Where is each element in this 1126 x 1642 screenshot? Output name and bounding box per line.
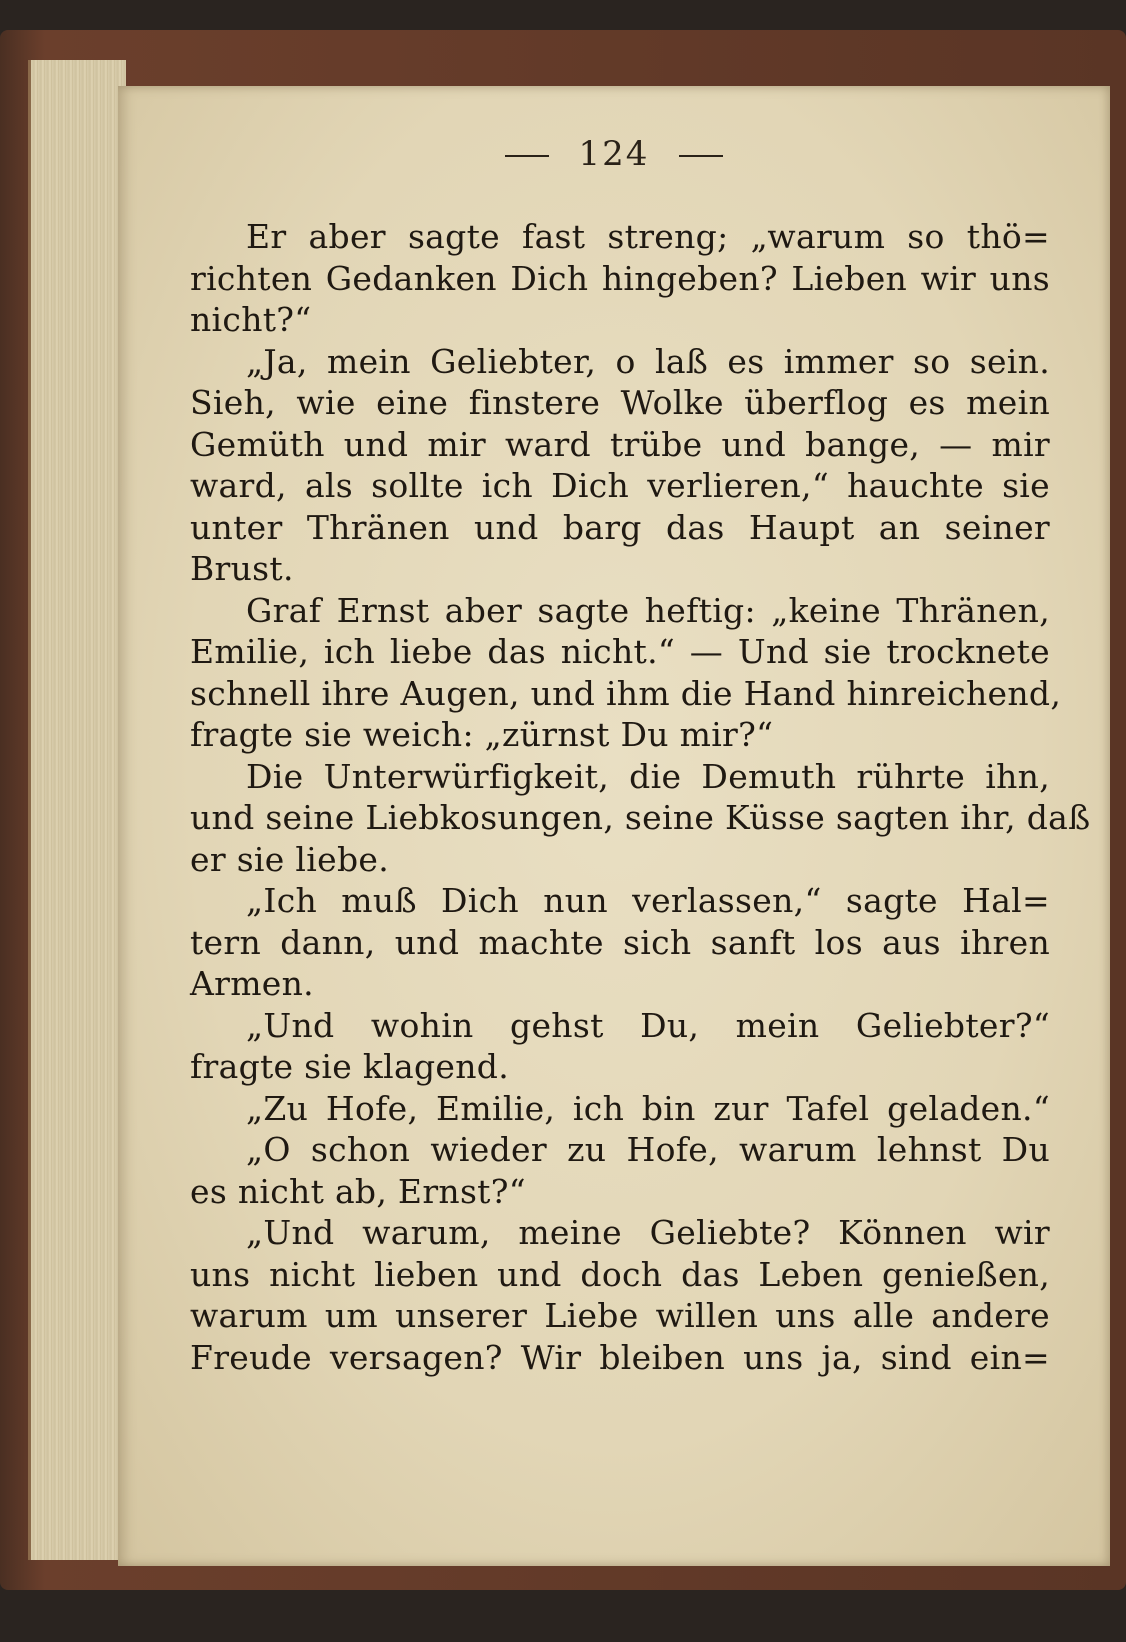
text-line: schnell ihre Augen, und ihm die Hand hinreichend, — [190, 673, 1062, 713]
text-line: „Ich muß Dich nun verlassen,“ sagte Hal= — [246, 881, 1050, 920]
text-line: „Ja, mein Geliebter, o laß es immer so sein. — [246, 341, 1050, 381]
text-line: ward, als sollte ich Dich verlieren,“ hauchte sie — [190, 466, 1050, 505]
text-line: richten Gedanken Dich hingeben? Lieben wir uns — [190, 258, 1050, 298]
text-line: Emilie, ich liebe das nicht.“ — Und sie trocknete — [190, 632, 1050, 671]
page-text — [190, 216, 1091, 1378]
text-line: Graf Ernst aber sagte heftig: „keine Thränen, — [246, 590, 1050, 630]
text-line: Er aber sagte fast streng; „warum so thö= — [246, 217, 1050, 256]
text-line: Freude versagen? Wir bleiben uns ja, sind ein= — [190, 1337, 1050, 1377]
text-line: Brust. — [190, 549, 294, 588]
text-line: „Und wohin gehst Du, mein Geliebter?“ — [246, 1005, 1050, 1045]
text-line: Die Unterwürfigkeit, die Demuth rührte ihn, — [246, 756, 1050, 796]
text-line: er sie liebe. — [190, 839, 389, 879]
book-page — [118, 86, 1110, 1566]
text-line: fragte sie klagend. — [190, 1047, 510, 1086]
text-line: Sieh, wie eine finstere Wolke überflog es mein — [190, 383, 1050, 422]
page-edges — [28, 60, 126, 1560]
text-line: und seine Liebkosungen, seine Küsse sagten ihr, daß — [190, 798, 1091, 837]
header-dash-right — [679, 155, 723, 157]
text-line: uns nicht lieben und doch das Leben genießen, — [190, 1254, 1050, 1294]
text-line: Gemüth und mir ward trübe und bange, — mir — [190, 424, 1050, 464]
text-line: unter Thränen und barg das Haupt an seiner — [190, 507, 1050, 547]
text-line: fragte sie weich: „zürnst Du mir?“ — [190, 715, 774, 754]
text-line: nicht?“ — [190, 300, 312, 339]
header-dash-left — [505, 155, 549, 157]
text-line: „Zu Hofe, Emilie, ich bin zur Tafel geladen.“ — [246, 1088, 1050, 1128]
text-line: warum um unserer Liebe willen uns alle andere — [190, 1296, 1050, 1335]
text-line: tern dann, und machte sich sanft los aus ihren — [190, 922, 1050, 962]
text-line: „O schon wieder zu Hofe, warum lehnst Du — [246, 1130, 1050, 1169]
page-number: 124 — [578, 134, 650, 174]
text-line: Armen. — [190, 964, 314, 1003]
page-header — [118, 134, 1110, 174]
text-line: „Und warum, meine Geliebte? Können wir — [246, 1213, 1050, 1252]
text-line: es nicht ab, Ernst?“ — [190, 1171, 526, 1211]
